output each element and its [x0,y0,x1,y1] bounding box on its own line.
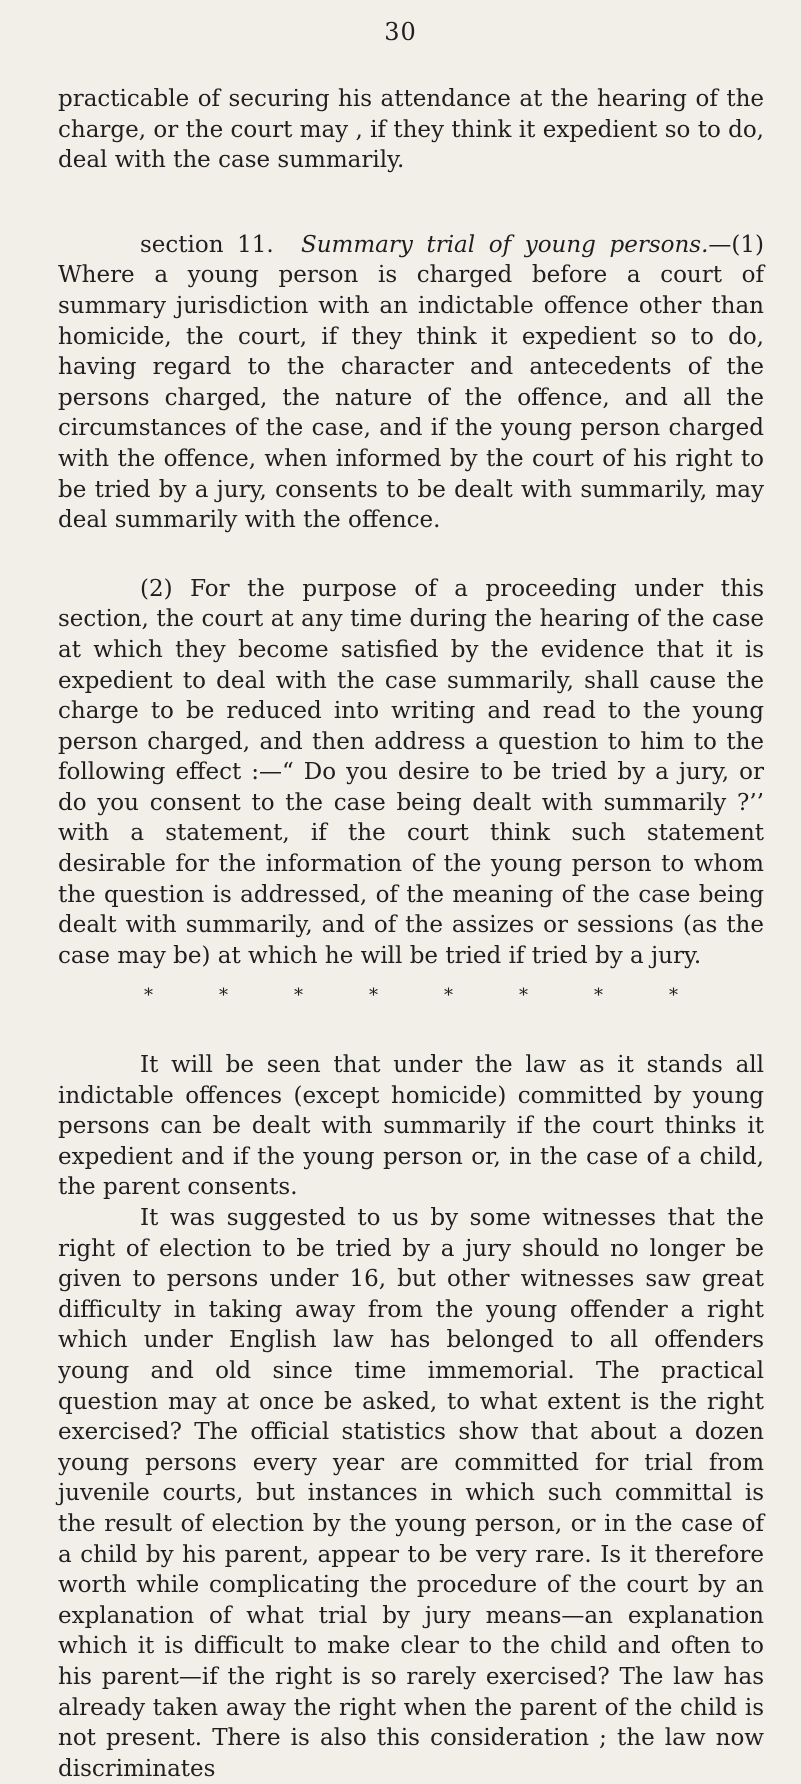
paragraph-continuation: practicable of securing his attendance at the hearing of the charge, or the court may , if they think it expedient so to do, deal with the case summarily. [58,86,764,174]
star-2: * [219,985,228,1007]
star-3: * [294,985,303,1007]
section-body: —(1) Where a young person is charged before a court of summary jurisdiction with an indictable offence other than homicide, the court, if they think it expedient so to do, having regard to the character and antecedents of the persons charged, the nature of the offence, and all the circumstances of the case, and if the young person charged with the offence, when informed by the court of his right to be tried by a jury, consents to be dealt with summarily, may deal summarily with the offence. [58,231,764,534]
section-number: section 11. [140,231,274,258]
star-6: * [519,985,528,1007]
star-4: * [369,985,378,1007]
star-7: * [594,985,603,1007]
section-title: Summary trial of young persons. [300,231,709,258]
page-number: 30 [384,18,417,46]
star-5: * [444,985,453,1007]
paragraph-section-11 [58,230,764,536]
star-8: * [669,985,678,1007]
section-break-stars [58,981,764,1012]
paragraph-commentary-1: It will be seen that under the law as it stands all indictable offences (except homicide) committed by young persons can be dealt with summarily if the court thinks it expedient and if the young person or, in the case of a child, the parent consents. [58,1052,764,1201]
body-text [58,84,764,1784]
paragraph-commentary-2: It was suggested to us by some witnesses that the right of election to be tried by a jury should no longer be given to persons under 16, but other witnesses saw great difficulty in taking away from the young offender a right which under English law has belonged to all offenders young and old since time immemorial. The practical question may at once be asked, to what extent is the right exercised? The official statistics show that about a dozen young persons every year are committed for trial from juvenile courts, but instances in which such committal is the result of election by the young person, or in the case of a child by his parent, appear to be very rare. Is it therefore worth while complicating the procedure of the court by an explanation of what trial by jury means—an explanation which it is difficult to make clear to the child and often to his parent—if the right is so rarely exercised? The law has already taken away the right when the parent of the child is not present. There is also this consideration ; the law now discriminates [58,1205,764,1782]
paragraph-subsection-2: (2) For the purpose of a proceeding under this section, the court at any time during the hearing of the case at which they become satisfied by the evidence that it is expedient to deal with the case summarily, shall cause the charge to be reduced into writing and read to the young person charged, and then address a question to him to the following effect :—“ Do you desire to be tried by a jury, or do you consent to the case being dealt with summarily ?’’ with a statement, if the court think such statement desirable for the information of the young person to whom the question is addressed, of the meaning of the case being dealt with summarily, and of the assizes or sessions (as the case may be) at which he will be tried if tried by a jury. [58,575,764,969]
star-1: * [144,985,153,1007]
